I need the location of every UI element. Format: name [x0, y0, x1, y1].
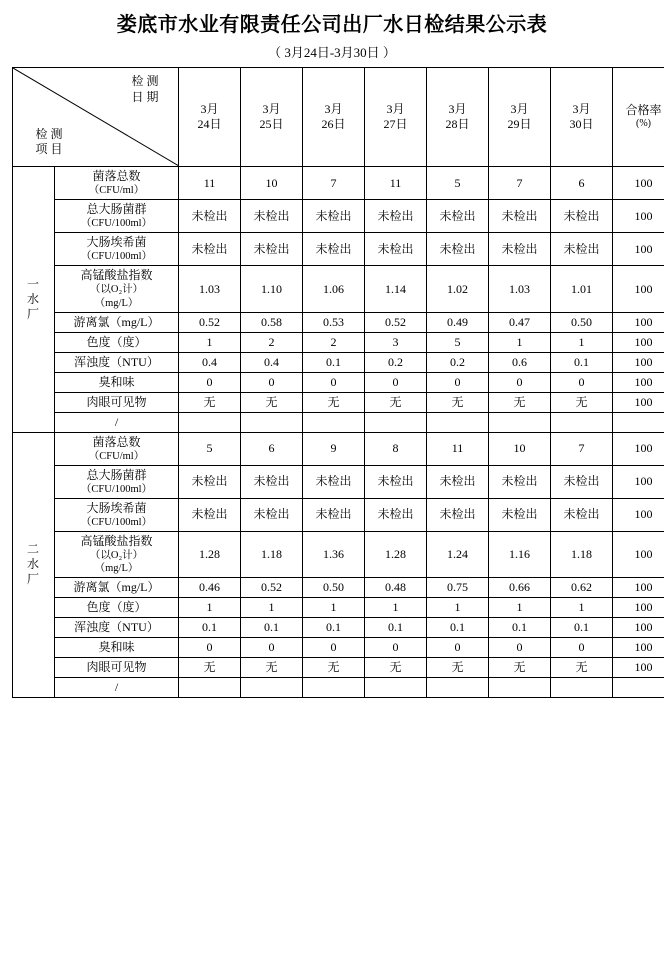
value-cell: 1 — [427, 598, 489, 618]
header-day-2: 3月 25日 — [241, 68, 303, 167]
value-cell: 未检出 — [241, 200, 303, 233]
value-cell: 无 — [427, 658, 489, 678]
table-row — [13, 465, 664, 498]
pass-rate-cell: 100 — [613, 598, 664, 618]
table-header-row — [13, 68, 664, 167]
value-cell: 0 — [179, 638, 241, 658]
value-cell: 8 — [365, 432, 427, 465]
value-cell — [551, 678, 613, 698]
value-cell: 1 — [241, 598, 303, 618]
value-cell: 0.58 — [241, 312, 303, 332]
value-cell: 0.52 — [179, 312, 241, 332]
pass-rate-cell: 100 — [613, 392, 664, 412]
value-cell: 0.1 — [179, 618, 241, 638]
item-name-cell: 菌落总数 （CFU/ml） — [55, 167, 179, 200]
value-cell: 无 — [489, 658, 551, 678]
value-cell: 未检出 — [365, 498, 427, 531]
value-cell: 无 — [551, 392, 613, 412]
value-cell: 0 — [179, 372, 241, 392]
value-cell: 1.03 — [179, 266, 241, 312]
water-quality-table — [12, 67, 664, 698]
value-cell: 0 — [303, 372, 365, 392]
value-cell: 未检出 — [303, 465, 365, 498]
value-cell: 未检出 — [241, 465, 303, 498]
value-cell: 未检出 — [489, 498, 551, 531]
value-cell: 11 — [427, 432, 489, 465]
table-row — [13, 372, 664, 392]
value-cell — [365, 412, 427, 432]
value-cell: 1 — [489, 598, 551, 618]
value-cell — [551, 412, 613, 432]
value-cell: 无 — [303, 658, 365, 678]
item-name-cell: 游离氯（mg/L） — [55, 312, 179, 332]
pass-rate-cell: 100 — [613, 372, 664, 392]
table-row — [13, 266, 664, 312]
value-cell — [489, 678, 551, 698]
value-cell: 0.4 — [179, 352, 241, 372]
value-cell: 未检出 — [427, 465, 489, 498]
value-cell: 10 — [241, 167, 303, 200]
item-name-cell: 臭和味 — [55, 638, 179, 658]
value-cell: 0.52 — [365, 312, 427, 332]
header-pass-rate: 合格率 (%) — [613, 68, 664, 167]
value-cell: 未检出 — [551, 465, 613, 498]
value-cell: 0.50 — [303, 578, 365, 598]
value-cell — [303, 412, 365, 432]
value-cell: 1.06 — [303, 266, 365, 312]
item-name-cell: 色度（度） — [55, 332, 179, 352]
item-name-cell: 菌落总数 （CFU/ml） — [55, 432, 179, 465]
value-cell: 0.75 — [427, 578, 489, 598]
value-cell: 未检出 — [489, 465, 551, 498]
item-name-cell: 总大肠菌群 （CFU/100ml） — [55, 200, 179, 233]
value-cell: 无 — [489, 392, 551, 412]
value-cell: 0 — [489, 638, 551, 658]
value-cell: 10 — [489, 432, 551, 465]
item-name-cell: 大肠埃希菌 （CFU/100ml） — [55, 233, 179, 266]
value-cell: 0.49 — [427, 312, 489, 332]
value-cell: 1.16 — [489, 532, 551, 578]
table-row — [13, 412, 664, 432]
value-cell: 11 — [179, 167, 241, 200]
value-cell: 0.1 — [241, 618, 303, 638]
value-cell: 0.4 — [241, 352, 303, 372]
header-day-5: 3月 28日 — [427, 68, 489, 167]
value-cell: 1.24 — [427, 532, 489, 578]
value-cell: 5 — [427, 167, 489, 200]
value-cell: 0.1 — [551, 618, 613, 638]
value-cell: 未检出 — [179, 498, 241, 531]
value-cell: 无 — [427, 392, 489, 412]
value-cell: 0.1 — [365, 618, 427, 638]
pass-rate-cell: 100 — [613, 638, 664, 658]
item-name-cell: 游离氯（mg/L） — [55, 578, 179, 598]
value-cell: 无 — [365, 392, 427, 412]
value-cell: 0 — [551, 638, 613, 658]
value-cell: 未检出 — [427, 200, 489, 233]
value-cell: 未检出 — [551, 233, 613, 266]
table-row — [13, 498, 664, 531]
pass-rate-cell — [613, 412, 664, 432]
value-cell: 0 — [365, 372, 427, 392]
page-subtitle: （ 3月24日-3月30日 ） — [12, 42, 652, 61]
item-name-cell: 肉眼可见物 — [55, 392, 179, 412]
table-row — [13, 392, 664, 412]
plant-label-1: 一 水 厂 — [13, 167, 55, 433]
pass-rate-cell: 100 — [613, 312, 664, 332]
item-name-cell: 臭和味 — [55, 372, 179, 392]
value-cell: 未检出 — [551, 200, 613, 233]
value-cell: 未检出 — [179, 200, 241, 233]
value-cell: 0 — [427, 372, 489, 392]
pass-rate-cell: 100 — [613, 578, 664, 598]
pass-rate-cell: 100 — [613, 266, 664, 312]
table-row — [13, 332, 664, 352]
item-name-cell: 大肠埃希菌 （CFU/100ml） — [55, 498, 179, 531]
pass-rate-cell: 100 — [613, 432, 664, 465]
table-row — [13, 578, 664, 598]
value-cell: 0.62 — [551, 578, 613, 598]
value-cell: 7 — [489, 167, 551, 200]
value-cell: 0.2 — [427, 352, 489, 372]
value-cell: 无 — [179, 392, 241, 412]
page-title: 娄底市水业有限责任公司出厂水日检结果公示表 — [12, 8, 652, 37]
header-date-label: 检 测 日 期 — [118, 74, 172, 105]
value-cell: 未检出 — [489, 200, 551, 233]
value-cell: 1.28 — [179, 532, 241, 578]
value-cell: 未检出 — [365, 465, 427, 498]
header-day-6: 3月 29日 — [489, 68, 551, 167]
value-cell: 未检出 — [241, 233, 303, 266]
item-name-cell: / — [55, 678, 179, 698]
header-day-7: 3月 30日 — [551, 68, 613, 167]
item-name-cell: 高锰酸盐指数 （以O₂计） （mg/L） — [55, 266, 179, 312]
value-cell: 3 — [365, 332, 427, 352]
value-cell: 无 — [241, 658, 303, 678]
value-cell: 6 — [551, 167, 613, 200]
table-row — [13, 598, 664, 618]
plant-label-2: 二 水 厂 — [13, 432, 55, 698]
value-cell — [241, 412, 303, 432]
table-row — [13, 352, 664, 372]
pass-rate-cell: 100 — [613, 658, 664, 678]
value-cell: 1 — [489, 332, 551, 352]
item-name-cell: 高锰酸盐指数 （以O₂计） （mg/L） — [55, 532, 179, 578]
value-cell: 1.28 — [365, 532, 427, 578]
value-cell: 0.52 — [241, 578, 303, 598]
item-name-cell: 色度（度） — [55, 598, 179, 618]
value-cell: 1 — [179, 332, 241, 352]
value-cell: 0.46 — [179, 578, 241, 598]
pass-rate-cell: 100 — [613, 332, 664, 352]
value-cell: 0 — [241, 638, 303, 658]
value-cell: 0.6 — [489, 352, 551, 372]
pass-rate-cell: 100 — [613, 465, 664, 498]
value-cell: 9 — [303, 432, 365, 465]
value-cell — [365, 678, 427, 698]
value-cell: 未检出 — [365, 200, 427, 233]
value-cell: 无 — [303, 392, 365, 412]
table-row — [13, 618, 664, 638]
value-cell — [303, 678, 365, 698]
table-row — [13, 532, 664, 578]
value-cell: 11 — [365, 167, 427, 200]
value-cell — [489, 412, 551, 432]
value-cell: 0.47 — [489, 312, 551, 332]
value-cell: 无 — [179, 658, 241, 678]
value-cell: 未检出 — [365, 233, 427, 266]
item-name-cell: 总大肠菌群 （CFU/100ml） — [55, 465, 179, 498]
item-name-cell: 浑浊度（NTU） — [55, 352, 179, 372]
value-cell — [427, 412, 489, 432]
value-cell: 0 — [551, 372, 613, 392]
value-cell: 0.50 — [551, 312, 613, 332]
header-day-4: 3月 27日 — [365, 68, 427, 167]
value-cell — [241, 678, 303, 698]
value-cell: 0.1 — [551, 352, 613, 372]
pass-rate-cell: 100 — [613, 352, 664, 372]
pass-rate-cell: 100 — [613, 498, 664, 531]
value-cell: 0.53 — [303, 312, 365, 332]
table-row — [13, 678, 664, 698]
value-cell: 0 — [427, 638, 489, 658]
value-cell — [179, 678, 241, 698]
value-cell: 0.1 — [303, 352, 365, 372]
value-cell: 未检出 — [427, 498, 489, 531]
value-cell: 未检出 — [303, 498, 365, 531]
document-page — [0, 8, 664, 953]
value-cell: 1.02 — [427, 266, 489, 312]
value-cell: 1.14 — [365, 266, 427, 312]
value-cell: 无 — [365, 658, 427, 678]
value-cell: 1.10 — [241, 266, 303, 312]
value-cell: 2 — [303, 332, 365, 352]
value-cell: 1.18 — [551, 532, 613, 578]
value-cell: 未检出 — [179, 465, 241, 498]
table-row — [13, 658, 664, 678]
item-name-cell: / — [55, 412, 179, 432]
value-cell: 1 — [179, 598, 241, 618]
pass-rate-cell: 100 — [613, 200, 664, 233]
value-cell: 6 — [241, 432, 303, 465]
value-cell: 1 — [551, 598, 613, 618]
value-cell: 未检出 — [427, 233, 489, 266]
table-row — [13, 638, 664, 658]
item-name-cell: 肉眼可见物 — [55, 658, 179, 678]
value-cell: 1 — [303, 598, 365, 618]
value-cell: 无 — [551, 658, 613, 678]
value-cell: 未检出 — [241, 498, 303, 531]
value-cell: 0.1 — [303, 618, 365, 638]
table-row — [13, 312, 664, 332]
pass-rate-cell — [613, 678, 664, 698]
item-name-cell: 浑浊度（NTU） — [55, 618, 179, 638]
value-cell: 0 — [241, 372, 303, 392]
header-day-3: 3月 26日 — [303, 68, 365, 167]
value-cell — [179, 412, 241, 432]
value-cell: 未检出 — [179, 233, 241, 266]
value-cell: 未检出 — [303, 200, 365, 233]
value-cell: 0 — [489, 372, 551, 392]
value-cell: 1 — [551, 332, 613, 352]
pass-rate-cell: 100 — [613, 167, 664, 200]
value-cell: 1.03 — [489, 266, 551, 312]
value-cell: 1.18 — [241, 532, 303, 578]
pass-rate-cell: 100 — [613, 618, 664, 638]
value-cell: 1.36 — [303, 532, 365, 578]
value-cell: 7 — [551, 432, 613, 465]
value-cell: 0.66 — [489, 578, 551, 598]
value-cell: 0.2 — [365, 352, 427, 372]
header-item-label: 检 测 项 目 — [19, 127, 79, 158]
value-cell: 7 — [303, 167, 365, 200]
value-cell: 0.1 — [489, 618, 551, 638]
value-cell: 2 — [241, 332, 303, 352]
value-cell: 5 — [427, 332, 489, 352]
table-row — [13, 167, 664, 200]
value-cell: 1.01 — [551, 266, 613, 312]
header-day-1: 3月 24日 — [179, 68, 241, 167]
value-cell: 无 — [241, 392, 303, 412]
value-cell: 0 — [365, 638, 427, 658]
value-cell: 0 — [303, 638, 365, 658]
pass-rate-cell: 100 — [613, 233, 664, 266]
value-cell: 5 — [179, 432, 241, 465]
value-cell: 未检出 — [489, 233, 551, 266]
value-cell — [427, 678, 489, 698]
value-cell: 未检出 — [303, 233, 365, 266]
value-cell: 1 — [365, 598, 427, 618]
table-row — [13, 200, 664, 233]
header-corner-cell — [13, 68, 179, 167]
table-row — [13, 432, 664, 465]
pass-rate-cell: 100 — [613, 532, 664, 578]
table-row — [13, 233, 664, 266]
value-cell: 0.1 — [427, 618, 489, 638]
value-cell: 0.48 — [365, 578, 427, 598]
value-cell: 未检出 — [551, 498, 613, 531]
